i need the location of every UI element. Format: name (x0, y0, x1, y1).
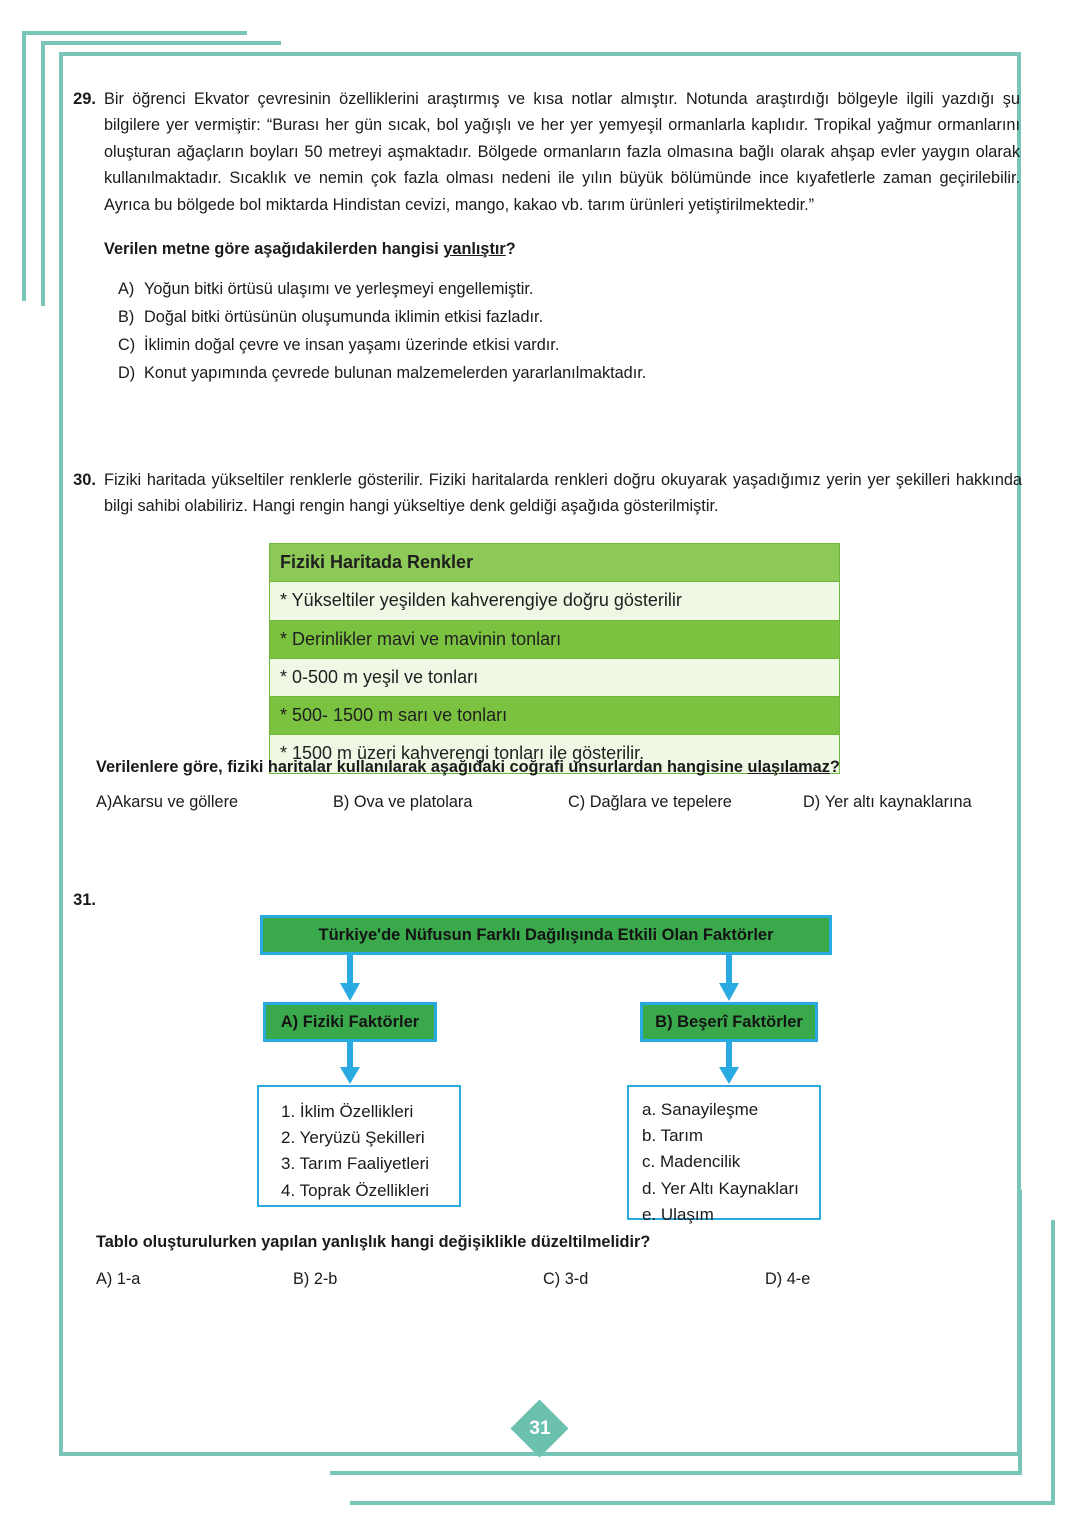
list-item: c. Madencilik (642, 1152, 741, 1172)
question-29-number: 29. (73, 90, 96, 108)
option-text: 4-e (786, 1270, 811, 1288)
question-29-prompt (104, 240, 1020, 259)
option-text: Yoğun bitki örtüsü ulaşımı ve yerleşmeyi engellemiştir. (144, 279, 534, 298)
option-row[interactable] (118, 359, 1020, 387)
option-c[interactable] (543, 1270, 765, 1289)
question-29-body (104, 86, 1020, 387)
option-text: 2-b (313, 1270, 338, 1288)
option-text: 1-a (116, 1270, 141, 1288)
question-30-prompt-underlined: ulaşılamaz (747, 758, 830, 776)
option-text: Doğal bitki örtüsünün oluşumunda iklimin etkisi fazladır. (144, 307, 544, 326)
list-item: 3. Tarım Faaliyetleri (281, 1154, 430, 1174)
diagram-list-box-beseri (627, 1085, 821, 1224)
question-30 (60, 467, 1022, 520)
option-text: İklimin doğal çevre ve insan yaşamı üzerinde etkisi vardır. (144, 335, 560, 354)
option-letter: D) (118, 364, 136, 382)
question-30-prompt-block (96, 758, 1026, 812)
table-header-row: Fiziki Haritada Renkler (270, 544, 839, 582)
question-30-head (60, 467, 1022, 520)
option-row[interactable] (118, 331, 1020, 359)
diagram-branch-label: A) Fiziki Faktörler (280, 1012, 420, 1031)
table-row: * 1500 m üzeri kahverengi tonları ile gösterilir. (270, 735, 839, 772)
diagram-title-text: Türkiye'de Nüfusun Farklı Dağılışında Etkili Olan Faktörler (318, 925, 774, 944)
option-letter: D) (803, 793, 821, 811)
option-letter: A) (118, 279, 135, 298)
list-item: b. Tarım (642, 1126, 704, 1146)
question-29-head (60, 86, 1020, 387)
question-31-prompt: Tablo oluşturulurken yapılan yanlışlık hangi değişiklikle düzeltilmelidir? (96, 1233, 651, 1251)
option-text: Ova ve platolara (353, 793, 473, 811)
question-30-prompt-before: Verilenlere göre, fiziki haritalar kullanılarak aşağıdaki coğrafi unsurlardan hangisine (96, 758, 748, 776)
option-text: Konut yapımında çevrede bulunan malzemelerden yararlanılmaktadır. (144, 364, 647, 382)
table-row: * 500- 1500 m sarı ve tonları (270, 697, 839, 735)
option-c[interactable] (568, 793, 803, 812)
diagram-title-box (260, 915, 832, 955)
option-letter: A) (96, 793, 113, 811)
option-letter: C) (118, 335, 136, 354)
page-number-text: 31 (529, 1418, 551, 1439)
question-31-options (96, 1270, 1026, 1289)
option-text: Akarsu ve göllere (112, 793, 239, 811)
diagram-branch-box-beseri (640, 1002, 818, 1042)
option-letter: C) (568, 793, 586, 811)
table-row: * Yükseltiler yeşilden kahverengiye doğru gösterilir (270, 582, 839, 620)
list-item: e. Ulaşım (642, 1204, 714, 1224)
option-text: Dağlara ve tepelere (589, 793, 732, 811)
question-29-options (104, 275, 1020, 387)
list-item: 4. Toprak Özellikleri (281, 1180, 430, 1200)
option-a[interactable] (96, 1270, 293, 1289)
diagram-list-box-fiziki (257, 1085, 461, 1207)
option-letter: B) (293, 1270, 310, 1288)
question-29-prompt-underlined: yanlıştır (443, 239, 506, 258)
option-letter: A) (96, 1270, 113, 1288)
option-d[interactable] (765, 1270, 810, 1289)
table-row: * 0-500 m yeşil ve tonları (270, 659, 839, 697)
page-number-badge (511, 1400, 569, 1458)
list-item: 1. İklim Özellikleri (281, 1102, 414, 1121)
nufus-faktorler-diagram (0, 915, 1080, 1225)
list-item: a. Sanayileşme (642, 1100, 759, 1119)
question-31-prompt-block (96, 1233, 1026, 1289)
list-item: 2. Yeryüzü Şekilleri (281, 1128, 425, 1148)
option-letter: C) (543, 1270, 561, 1288)
option-letter: D) (765, 1270, 783, 1288)
question-30-options (96, 793, 1026, 812)
arrow-down-icon-right-to-list (716, 1042, 742, 1085)
question-30-prompt-after: ? (829, 758, 840, 776)
question-29-passage: Bir öğrenci Ekvator çevresinin özelliklerini araştırmış ve kısa notlar almıştır. Notunda araştırdığı bölgeyle ilgili yazdığı şu bilgilere yer vermiştir: “Burası her gün sıcak, bol yağışlı ve her yer yemyeşil ormanlarla kaplıdır. Tropikal yağmur ormanlarını oluşturan ağaçların boyları 50 metreyi aşmaktadır. Bölgede ormanların fazla olmasına bağlı olarak ahşap evler yaygın olarak kullanılmaktadır. Sıcaklık ve nemin çok fazla olması nedeni ile yılın büyük bölümünde ince kıyafetlerle zaman geçirilebilir. Ayrıca bu bölgede bol miktarda Hindistan cevizi, mango, kakao vb. tarım ürünleri yetiştirilmektedir.” (104, 90, 1020, 214)
option-b[interactable] (293, 1270, 543, 1289)
fiziki-haritada-renkler-table (269, 543, 840, 774)
question-31-number: 31. (73, 891, 96, 909)
option-row[interactable] (118, 303, 1020, 331)
question-30-body (104, 467, 1022, 520)
arrow-down-icon-title-to-left (337, 955, 363, 1002)
option-letter: B) (118, 307, 135, 326)
arrow-down-icon-left-to-list (337, 1042, 363, 1085)
question-30-number: 30. (73, 471, 96, 489)
option-text: 3-d (564, 1270, 589, 1288)
option-d[interactable] (803, 793, 972, 812)
option-a[interactable] (96, 793, 333, 812)
diagram-branch-label: B) Beşerî Faktörler (655, 1012, 803, 1031)
option-text: Yer altı kaynaklarına (824, 793, 972, 811)
arrow-down-icon-title-to-right (716, 955, 742, 1002)
question-31-head (60, 887, 260, 914)
question-29-prompt-before: Verilen metne göre aşağıdakilerden hangisi (104, 239, 444, 258)
option-row[interactable] (118, 275, 1020, 303)
list-item: d. Yer Altı Kaynakları (642, 1178, 799, 1198)
option-b[interactable] (333, 793, 568, 812)
question-30-prompt (96, 758, 1026, 777)
diagram-branch-box-fiziki (263, 1002, 437, 1042)
option-letter: B) (333, 793, 350, 811)
question-30-passage: Fiziki haritada yükseltiler renklerle gösterilir. Fiziki haritalarda renkleri doğru okuyarak yaşadığımız yerin yer şekilleri hakkında bilgi sahibi olabiliriz. Hangi rengin hangi yükseltiye denk geldiği aşağıda gösterilmiştir. (104, 471, 1022, 516)
question-29-prompt-after: ? (505, 239, 516, 258)
question-31 (60, 887, 260, 914)
question-29 (60, 86, 1020, 387)
table-row: * Derinlikler mavi ve mavinin tonları (270, 621, 839, 659)
